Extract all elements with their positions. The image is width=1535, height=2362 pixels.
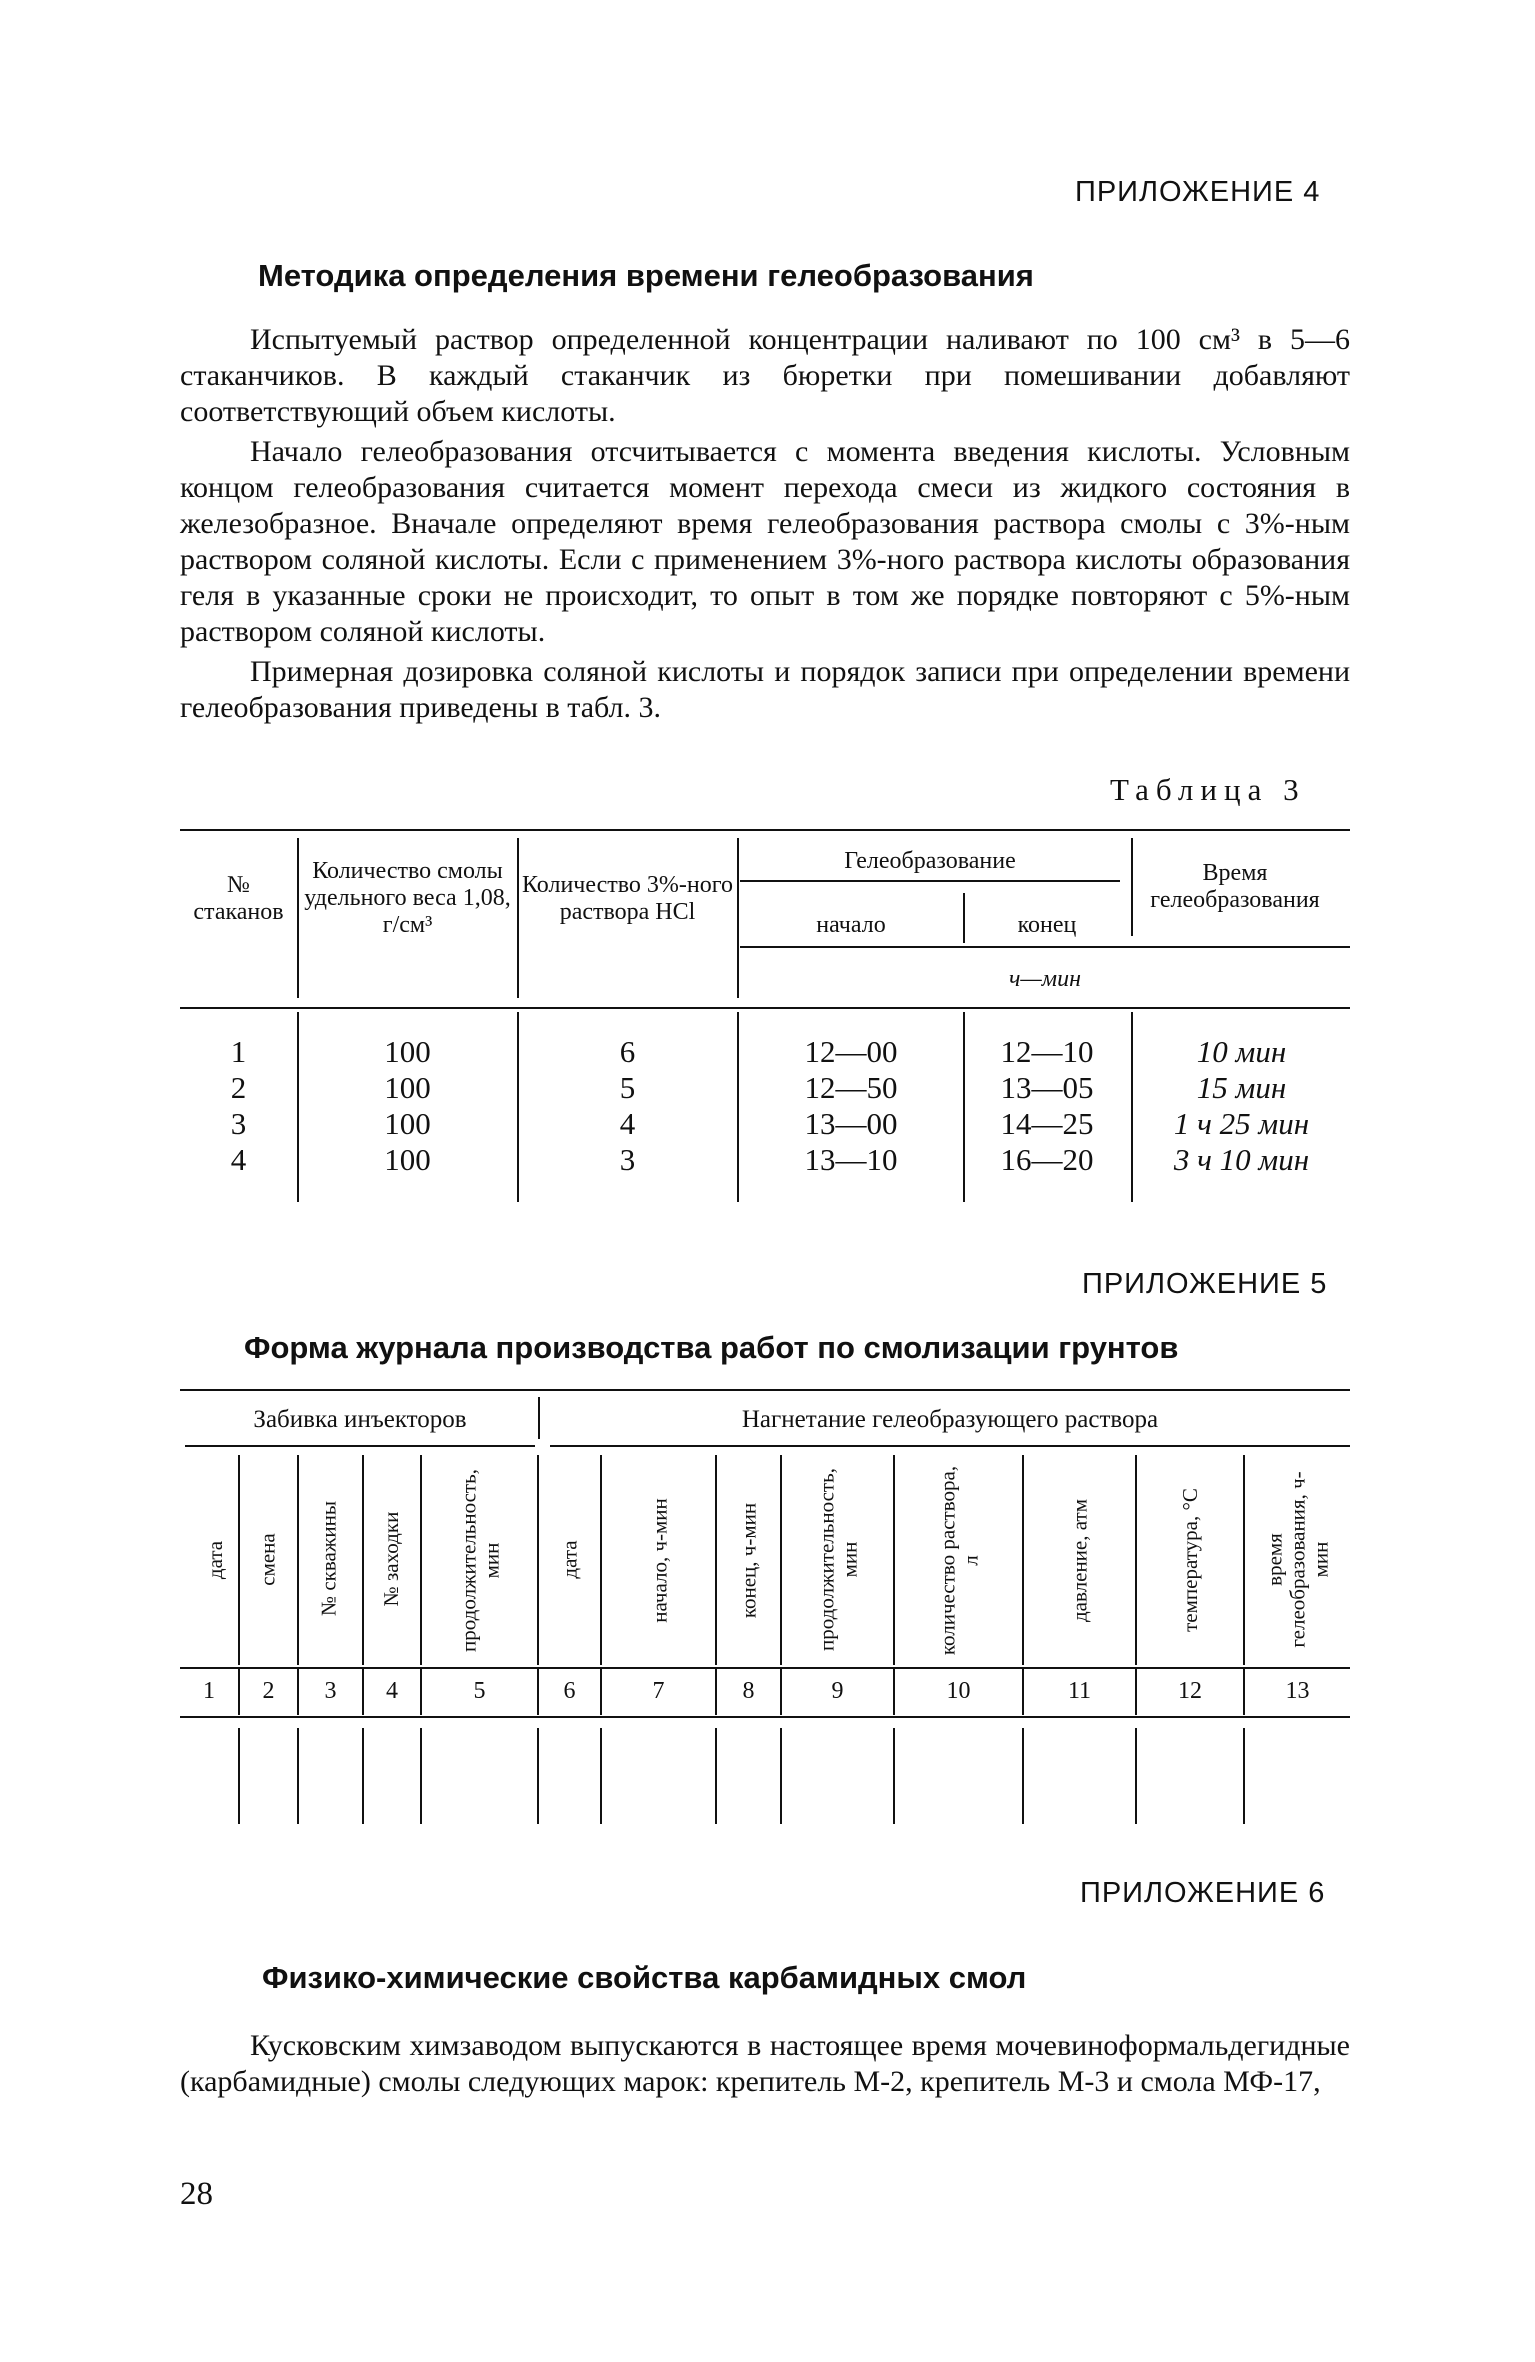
column-header: № заходки [378, 1511, 403, 1607]
column-header: смена [255, 1533, 280, 1586]
table-cell: 13—00 [804, 1106, 898, 1141]
table-3-caption: Таблица 3 [1110, 772, 1306, 807]
table-cell: 15 мин [1196, 1070, 1287, 1105]
header-start: начало [816, 912, 886, 938]
table-cell: 3 [230, 1106, 247, 1141]
table-cell: 14—25 [1000, 1106, 1094, 1141]
column-header: температура, °С [1177, 1488, 1202, 1632]
column-header: количество раствора, л [935, 1465, 982, 1656]
header-end: конец [1017, 912, 1077, 938]
column-header: № скважины [316, 1501, 341, 1616]
column-header: продолжительность, мин [814, 1468, 861, 1651]
column-header: начало, ч-мин [647, 1498, 672, 1623]
table-cell: 100 [384, 1070, 431, 1105]
paragraph: Начало гелеобразования отсчитывается с момента введения кислоты. Условным концом гелеобразования считается момент перехода смеси из жидкого состояния в железобразное. Вначале определяют время гелеобразования раствора смолы с 3%-ным раствором соляной кислоты. Если с применением 3%-ного раствора кислоты образования геля в указанные сроки не происходит, то опыт в том же порядке повторяют с 5%-ным раствором соляной кислоты. [180, 435, 1350, 648]
table-cell: 16—20 [1000, 1142, 1094, 1177]
group-gel-injection: Нагнетание гелеобразующего раствора [741, 1406, 1159, 1433]
table-cell: 6 [619, 1034, 636, 1069]
table-cell: 10 мин [1196, 1034, 1287, 1069]
appendix-4-title: Методика определения времени гелеобразования [258, 258, 1034, 293]
table-cell: 13—10 [804, 1142, 898, 1177]
column-number: 10 [946, 1678, 971, 1704]
table-cell: 100 [384, 1034, 431, 1069]
header-num: № стаканов [193, 872, 284, 925]
table-cell: 4 [619, 1106, 636, 1141]
group-injector-driving: Забивка инъекторов [253, 1406, 467, 1433]
column-header: давление, атм [1067, 1499, 1092, 1622]
column-number: 3 [324, 1678, 337, 1704]
column-number: 2 [262, 1678, 275, 1704]
column-number: 11 [1067, 1678, 1092, 1704]
table-cell: 100 [384, 1142, 431, 1177]
column-header: дата [557, 1540, 582, 1579]
appendix-5-label: ПРИЛОЖЕНИЕ 5 [1082, 1268, 1328, 1300]
table-cell: 12—00 [804, 1034, 898, 1069]
table-cell: 4 [230, 1142, 247, 1177]
table-cell: 12—50 [804, 1070, 898, 1105]
header-gel-group: Гелеобразование [844, 848, 1016, 874]
appendix-6-text [180, 2028, 1350, 2100]
table-cell: 13—05 [1000, 1070, 1094, 1105]
header-unit: ч—мин [1008, 966, 1081, 992]
column-number: 1 [203, 1678, 215, 1704]
appendix-4-label: ПРИЛОЖЕНИЕ 4 [1075, 176, 1321, 208]
paragraph: Кусковским химзаводом выпускаются в настоящее время мочевиноформальдегидные (карбамидные) смолы следующих марок: крепитель М-2, крепитель М-3 и смола МФ-17, [180, 2029, 1350, 2098]
page-number: 28 [180, 2176, 213, 2212]
appendix-5-title: Форма журнала производства работ по смолизации грунтов [244, 1330, 1179, 1365]
column-header: продолжительность, мин [456, 1469, 503, 1652]
appendix-6-label: ПРИЛОЖЕНИЕ 6 [1080, 1877, 1326, 1909]
table-cell: 12—10 [1000, 1034, 1094, 1069]
table-cell: 3 ч 10 мин [1173, 1142, 1310, 1177]
paragraph: Примерная дозировка соляной кислоты и порядок записи при определении времени гелеобразования приведены в табл. 3. [180, 655, 1350, 724]
table-cell: 1 [230, 1034, 247, 1069]
column-number: 9 [831, 1678, 844, 1704]
header-resin: Количество смолы удельного веса 1,08, г/см³ [304, 858, 511, 938]
table-cell: 100 [384, 1106, 431, 1141]
header-acid: Количество 3%-ного раствора HCl [521, 872, 734, 925]
column-header: конец, ч-мин [736, 1502, 761, 1619]
column-number: 4 [386, 1678, 398, 1704]
header-gel-time: Время гелеобразования [1150, 860, 1320, 913]
table-cell: 5 [619, 1070, 636, 1105]
column-header: дата [202, 1540, 227, 1580]
table-cell: 3 [619, 1142, 636, 1177]
table-cell: 1 ч 25 мин [1173, 1106, 1310, 1141]
table-cell: 2 [230, 1070, 247, 1105]
appendix-6-title: Физико-химические свойства карбамидных смол [262, 1960, 1027, 1995]
column-number: 7 [652, 1678, 665, 1704]
column-number: 12 [1178, 1678, 1202, 1704]
column-number: 6 [563, 1678, 576, 1704]
column-header: время гелеобразования, ч-мин [1262, 1471, 1333, 1648]
column-number: 8 [742, 1678, 755, 1704]
column-number: 13 [1285, 1678, 1310, 1704]
column-number: 5 [473, 1678, 486, 1704]
paragraph: Испытуемый раствор определенной концентрации наливают по 100 см³ в 5—6 стаканчиков. В каждый стаканчик из бюретки при помешивании добавляют соответствующий объем кислоты. [180, 323, 1350, 428]
